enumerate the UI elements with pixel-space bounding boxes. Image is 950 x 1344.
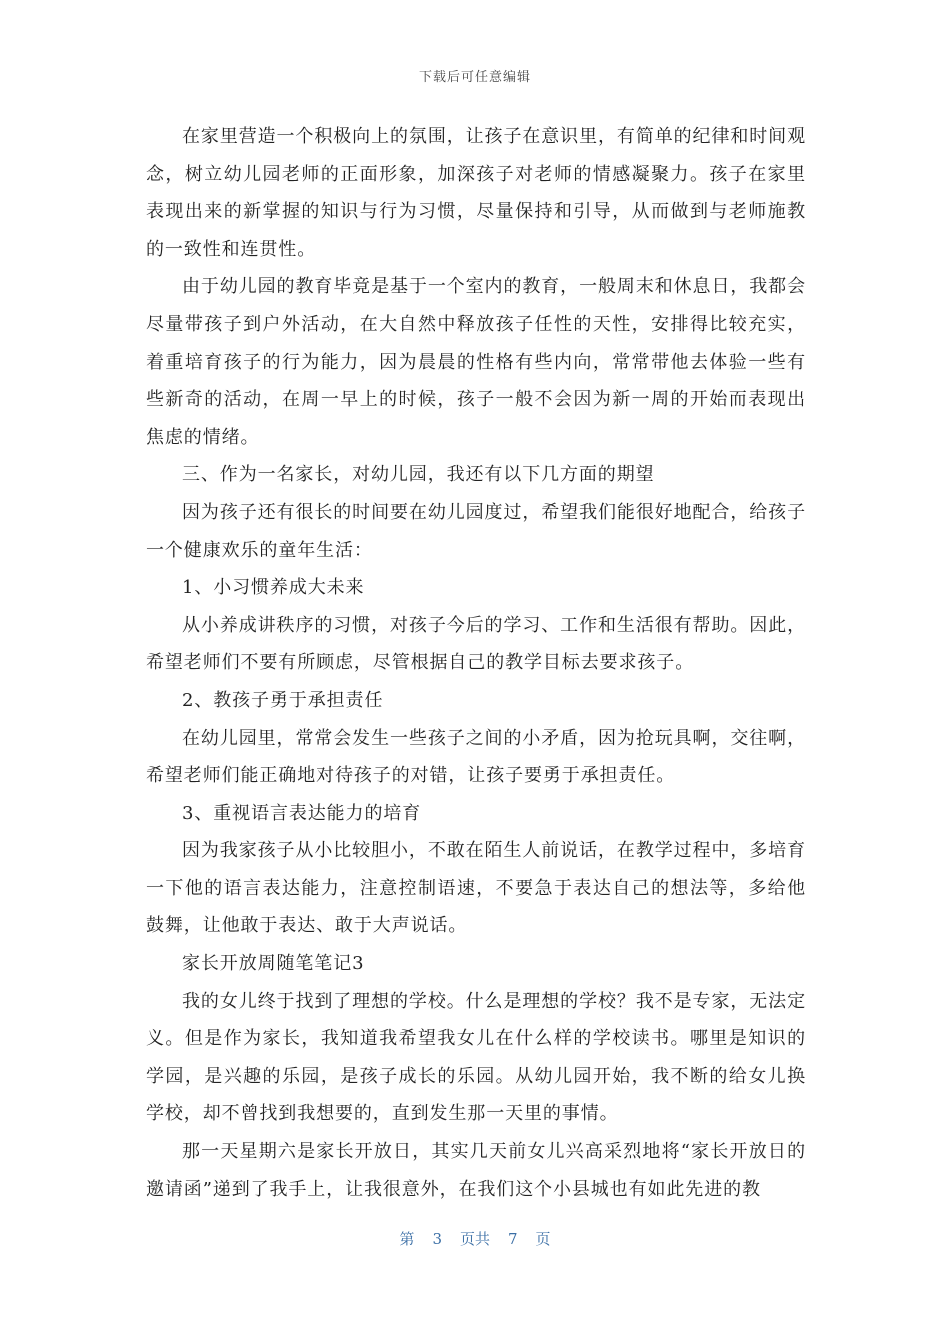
paragraph: 在幼儿园里，常常会发生一些孩子之间的小矛盾，因为抢玩具啊，交往啊，希望老师们能正确地对待孩子的对错，让孩子要勇于承担责任。 [146, 727, 806, 787]
page-label-prefix: 第 [399, 1230, 415, 1248]
article-title: 家长开放周随笔笔记3 [182, 953, 365, 975]
paragraph: 由于幼儿园的教育毕竟是基于一个室内的教育，一般周末和休息日，我都会尽量带孩子到户外活动，在大自然中释放孩子任性的天性，安排得比较充实，着重培育孩子的行为能力，因为晨晨的性格有些内向，常常带他去体验一些有些新奇的活动，在周一早上的时候，孩子一般不会因为新一周的开始而表现出焦虑的情绪。 [146, 276, 806, 448]
paragraph: 因为孩子还有很长的时间要在幼儿园度过，希望我们能很好地配合，给孩子一个健康欢乐的童年生活： [146, 501, 806, 561]
page-label-mid: 页共 [459, 1230, 490, 1248]
paragraph: 从小养成讲秩序的习惯，对孩子今后的学习、工作和生活很有帮助。因此，希望老师们不要有所顾虑，尽管根据自己的教学目标去要求孩子。 [146, 614, 806, 674]
page-footer [0, 1228, 950, 1249]
paragraph: 在家里营造一个积极向上的氛围，让孩子在意识里，有简单的纪律和时间观念，树立幼儿园老师的正面形象，加深孩子对老师的情感凝聚力。孩子在家里表现出来的新掌握的知识与行为习惯，尽量保持和引导，从而做到与老师施教的一致性和连贯性。 [146, 126, 806, 260]
section-heading: 三、作为一名家长，对幼儿园，我还有以下几方面的期望 [182, 464, 655, 486]
page-label-suffix: 页 [535, 1230, 551, 1248]
paragraph: 那一天星期六是家长开放日，其实几天前女儿兴高采烈地将“家长开放日的邀请函”递到了我手上，让我很意外，在我们这个小县城也有如此先进的教 [146, 1141, 806, 1200]
total-pages: 7 [508, 1230, 518, 1248]
list-item-heading: 3、重视语言表达能力的培育 [182, 802, 422, 824]
paragraph: 我的女儿终于找到了理想的学校。什么是理想的学校？我不是专家，无法定义。但是作为家长，我知道我希望我女儿在什么样的学校读书。哪里是知识的学园，是兴趣的乐园，是孩子成长的乐园。从幼儿园开始，我不断的给女儿换学校，却不曾找到我想要的，直到发生那一天里的事情。 [146, 990, 806, 1125]
list-item-heading: 2、教孩子勇于承担责任 [182, 689, 384, 711]
list-item-heading: 1、小习惯养成大未来 [182, 577, 365, 599]
page-number: 3 [432, 1230, 442, 1248]
paragraph: 因为我家孩子从小比较胆小，不敢在陌生人前说话，在教学过程中，多培育一下他的语言表达能力，注意控制语速，不要急于表达自己的想法等，多给他鼓舞，让他敢于表达、敢于大声说话。 [146, 840, 806, 937]
page-header-note: 下载后可任意编辑 [418, 70, 531, 85]
document-body [146, 118, 806, 1208]
